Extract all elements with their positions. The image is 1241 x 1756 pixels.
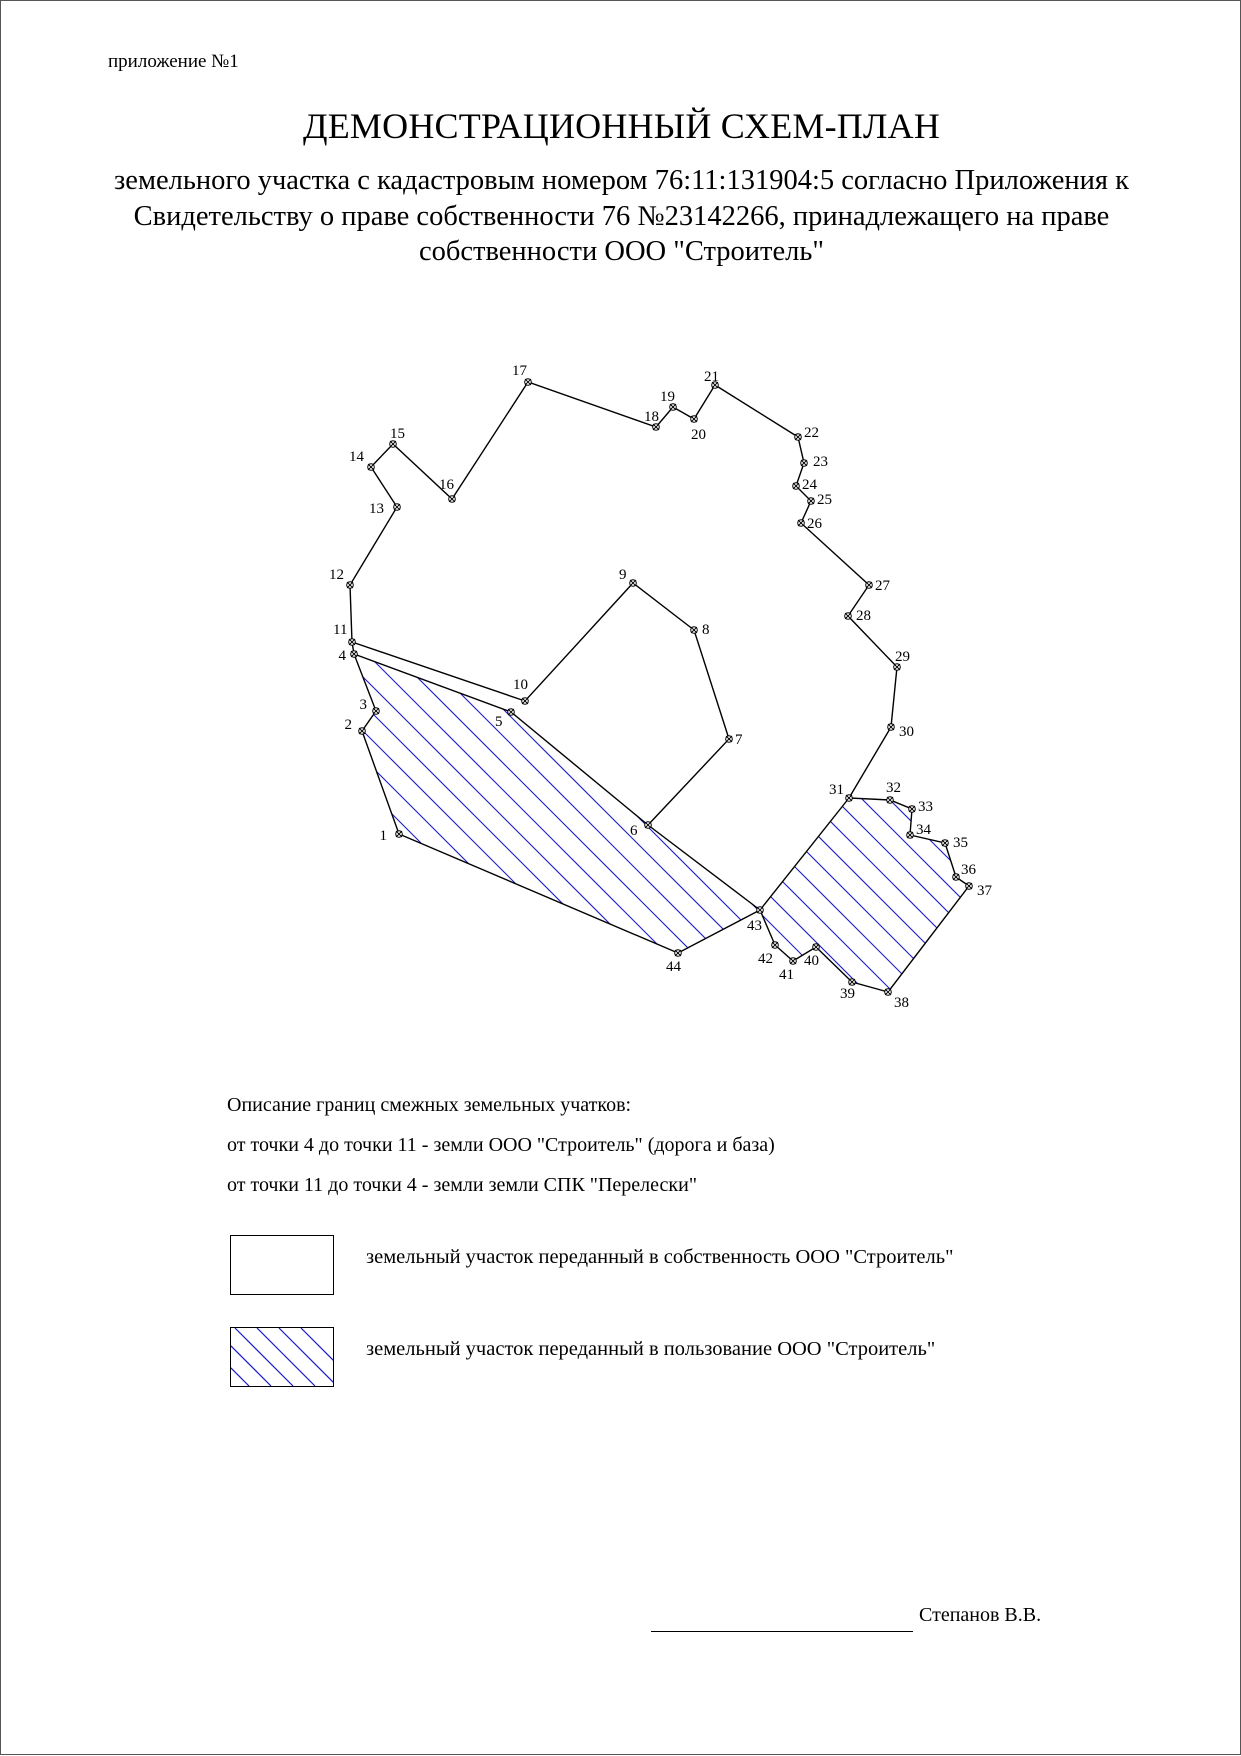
hatch-line <box>1158 501 1241 1101</box>
hatch-line <box>187 501 787 1101</box>
boundary-point-marker <box>885 989 892 996</box>
boundary-point-marker <box>351 651 358 658</box>
boundary-point-marker <box>772 942 779 949</box>
hatch-line <box>1 501 328 1101</box>
hatch-line <box>105 501 705 1101</box>
hatch-line <box>889 501 1241 1101</box>
point-label: 42 <box>758 951 773 967</box>
subtitle-line-3: собственности ООО "Строитель" <box>418 236 825 267</box>
signature-name: Степанов В.В. <box>919 1604 1042 1626</box>
point-label: 18 <box>644 409 659 425</box>
boundary-point-marker <box>347 582 354 589</box>
hatch-line <box>483 501 1083 1101</box>
point-label: 40 <box>804 953 819 969</box>
hatch-line <box>807 501 1241 1101</box>
hatch-lines <box>51 501 1241 1101</box>
boundary-point-marker <box>396 831 403 838</box>
hatch-line <box>997 501 1241 1101</box>
boundary-point-marker <box>522 698 529 705</box>
point-label: 32 <box>886 780 901 796</box>
hatch-line <box>25 501 625 1101</box>
hatch-line <box>1104 501 1241 1101</box>
boundary-point-marker <box>953 874 960 881</box>
hatch-line <box>915 501 1241 1101</box>
hatch-line <box>1 501 517 1101</box>
hatch-line <box>484 501 1084 1101</box>
hatch-line <box>1 501 571 1101</box>
hatch-line <box>1024 501 1241 1101</box>
point-label: 21 <box>704 369 719 385</box>
appendix-label: приложение №1 <box>108 51 239 72</box>
hatch-line <box>970 501 1241 1101</box>
point-label: 31 <box>829 782 844 798</box>
boundary-point-marker <box>359 728 366 735</box>
boundary-point-marker <box>801 460 808 467</box>
boundary-point-marker <box>795 434 802 441</box>
hatch-line <box>403 501 1003 1101</box>
hatch-line <box>646 501 1241 1101</box>
point-label: 28 <box>856 608 871 624</box>
hatch-line <box>79 501 679 1101</box>
land-plot-plan <box>1 1 1241 1756</box>
hatch-line <box>538 501 1138 1101</box>
hatch-line <box>348 501 948 1101</box>
legend-ownership-swatch <box>230 1235 334 1295</box>
boundary-point-marker <box>849 979 856 986</box>
hatch-line <box>1023 501 1241 1101</box>
boundary-point-marker <box>907 832 914 839</box>
hatch-line <box>969 501 1241 1101</box>
point-label: 37 <box>977 883 992 899</box>
boundary-point-marker <box>630 580 637 587</box>
hatch-line <box>214 501 814 1101</box>
hatch-line <box>996 501 1241 1101</box>
boundary-point-marker <box>449 496 456 503</box>
hatch-line <box>1 501 382 1101</box>
point-label: 44 <box>666 959 681 975</box>
signature-line <box>651 1631 913 1632</box>
hatch-line <box>132 501 732 1101</box>
boundary-point-marker <box>888 724 895 731</box>
hatch-line <box>942 501 1241 1101</box>
point-label: 14 <box>349 449 364 465</box>
hatch-line <box>537 501 1137 1101</box>
point-label: 22 <box>804 425 819 441</box>
point-label: 26 <box>807 516 822 532</box>
hatch-line <box>699 501 1241 1101</box>
hatch-line <box>808 501 1241 1101</box>
point-label: 19 <box>660 389 675 405</box>
boundary-point-labels <box>329 363 993 1011</box>
boundary-point-marker <box>691 627 698 634</box>
boundary-point-marker <box>942 840 949 847</box>
hatch-line <box>295 501 895 1101</box>
hatch-line <box>916 501 1241 1101</box>
point-label: 27 <box>875 578 890 594</box>
hatch-line <box>1213 501 1241 1101</box>
hatch-line <box>78 501 678 1101</box>
hatch-line <box>673 501 1241 1101</box>
hatch-line <box>430 501 1030 1101</box>
hatch-line <box>1 501 409 1101</box>
hatch-line <box>943 501 1241 1101</box>
boundary-point-marker <box>757 907 764 914</box>
hatch-line <box>1 501 490 1101</box>
hatch-line <box>700 501 1241 1101</box>
hatch-line <box>1078 501 1241 1101</box>
hatch-line <box>1050 501 1241 1101</box>
hatch-line <box>564 501 1164 1101</box>
boundary-point-marker <box>349 639 356 646</box>
point-label: 17 <box>512 363 527 379</box>
boundary-point-marker <box>368 464 375 471</box>
legend-usage-text: земельный участок переданный в пользование ООО "Строитель" <box>366 1338 936 1360</box>
hatch-line <box>51 501 651 1101</box>
point-label: 3 <box>359 697 367 713</box>
description-heading: Описание границ смежных земельных учатков: <box>227 1094 632 1116</box>
hatch-line <box>402 501 1002 1101</box>
hatch-line <box>1051 501 1241 1101</box>
hatch-line <box>672 501 1241 1101</box>
point-label: 15 <box>390 426 405 442</box>
point-label: 35 <box>953 835 968 851</box>
point-label: 6 <box>630 823 638 839</box>
hatch-line <box>52 501 652 1101</box>
point-label: 29 <box>895 649 910 665</box>
legend-usage-swatch <box>230 1327 334 1387</box>
point-label: 16 <box>439 477 454 493</box>
hatch-line <box>268 501 868 1101</box>
point-label: 25 <box>817 492 832 508</box>
boundary-point-marker <box>866 582 873 589</box>
boundary-line <box>352 583 729 825</box>
hatch-line <box>106 501 706 1101</box>
boundary-point-marker <box>887 797 894 804</box>
hatch-line <box>1 501 355 1101</box>
boundary-point-marker <box>675 950 682 957</box>
point-label: 11 <box>333 622 348 638</box>
description-line-2: от точки 11 до точки 4 - земли земли СПК "Перелески" <box>227 1174 697 1196</box>
point-label: 43 <box>747 918 762 934</box>
point-label: 41 <box>779 967 794 983</box>
hatch-line <box>267 501 867 1101</box>
hatch-line <box>834 501 1241 1101</box>
hatch-line <box>349 501 949 1101</box>
hatch-line <box>457 501 1057 1101</box>
boundary-point-marker <box>846 795 853 802</box>
hatch-line <box>645 501 1241 1101</box>
hatch-line <box>1131 501 1241 1101</box>
hatch-line <box>727 501 1241 1101</box>
point-label: 33 <box>918 799 933 815</box>
hatch-line <box>213 501 813 1101</box>
hatch-line <box>1212 501 1241 1101</box>
hatch-line <box>159 501 759 1101</box>
boundary-point-marker <box>373 708 380 715</box>
legend-hatch-pattern <box>231 1328 333 1386</box>
point-label: 7 <box>735 732 743 748</box>
boundary-point-marker <box>691 416 698 423</box>
hatch-line <box>1105 501 1241 1101</box>
hatch-line <box>186 501 786 1101</box>
point-label: 24 <box>802 477 817 493</box>
hatch-line <box>1077 501 1241 1101</box>
subtitle-line-2: Свидетельству о праве собственности 76 №23142266, принадлежащего на праве <box>133 200 1110 232</box>
boundary-point-marker <box>966 883 973 890</box>
boundary-point-marker <box>813 944 820 951</box>
hatch-line <box>322 501 922 1101</box>
point-label: 36 <box>961 862 976 878</box>
point-label: 38 <box>894 995 909 1011</box>
hatch-line <box>1132 501 1241 1101</box>
description-line-1: от точки 4 до точки 11 - земли ООО "Строитель" (дорога и база) <box>227 1134 775 1156</box>
point-label: 12 <box>329 567 344 583</box>
point-label: 34 <box>916 822 931 838</box>
hatch-line <box>888 501 1241 1101</box>
hatch-line <box>1 501 301 1101</box>
point-label: 13 <box>369 501 384 517</box>
hatch-line <box>294 501 894 1101</box>
point-label: 23 <box>813 454 828 470</box>
subtitle-line-1: земельного участка с кадастровым номером 76:11:131904:5 согласно Приложения к <box>114 165 1129 196</box>
boundary-point-marker <box>508 709 515 716</box>
hatch-line <box>726 501 1241 1101</box>
boundary-point-marker <box>808 498 815 505</box>
hatch-line <box>1 501 544 1101</box>
hatch-line <box>1186 501 1241 1101</box>
point-label: 10 <box>513 677 528 693</box>
boundary-point-markers <box>344 379 973 996</box>
boundary-point-marker <box>798 520 805 527</box>
hatch-line <box>1 501 463 1101</box>
hatch-line <box>1159 501 1241 1101</box>
point-label: 2 <box>344 717 352 733</box>
hatch-line <box>511 501 1111 1101</box>
page-title: ДЕМОНСТРАЦИОННЫЙ СХЕМ-ПЛАН <box>302 106 941 146</box>
point-label: 4 <box>338 648 346 664</box>
boundary-point-marker <box>909 806 916 813</box>
boundary-point-marker <box>394 504 401 511</box>
hatch-line <box>753 501 1241 1101</box>
point-label: 5 <box>495 714 503 730</box>
hatch-line <box>1 501 598 1101</box>
boundary-point-marker <box>645 822 652 829</box>
hatch-line <box>510 501 1110 1101</box>
hatch-line <box>241 501 841 1101</box>
boundary-point-marker <box>793 483 800 490</box>
point-label: 9 <box>619 567 627 583</box>
hatch-line <box>240 501 840 1101</box>
point-label: 20 <box>691 427 706 443</box>
boundary-point-marker <box>845 613 852 620</box>
hatch-line <box>1 501 436 1101</box>
hatch-lines <box>1 501 1241 1101</box>
hatch-line <box>1185 501 1241 1101</box>
hatch-line <box>429 501 1029 1101</box>
legend-ownership-text: земельный участок переданный в собственность ООО "Строитель" <box>366 1246 954 1268</box>
point-label: 39 <box>840 986 855 1002</box>
boundary-lines <box>350 382 969 992</box>
point-label: 1 <box>379 828 387 844</box>
point-label: 8 <box>702 622 710 638</box>
boundary-point-marker <box>525 379 532 386</box>
hatch-line <box>321 501 921 1101</box>
point-label: 30 <box>899 724 914 740</box>
boundary-point-marker <box>726 736 733 743</box>
hatch-line <box>456 501 1056 1101</box>
usage-area-hatching <box>1 501 1241 1101</box>
hatch-line <box>754 501 1241 1101</box>
boundary-point-marker <box>790 958 797 965</box>
hatch-line <box>835 501 1241 1101</box>
